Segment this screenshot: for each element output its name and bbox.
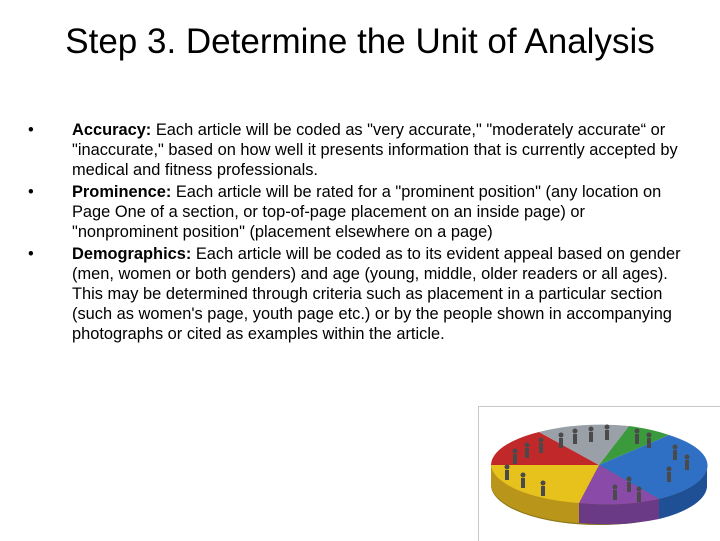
bullet-text: Each article will be coded as to its evident appeal based on gender (men, women or both genders) and age (young, middle, older readers or all ages). This may be determined through criteria such as placement in a particular section (such as women's page, youth page etc.) or by the people shown in accompanying photographs or cited as examples within the article.	[72, 245, 681, 343]
people-pie-chart-image	[478, 406, 720, 541]
bullet-marker: •	[28, 245, 34, 263]
bullet-text: Each article will be rated for a "prominent position" (any location on Page One of a section, or top-of-page placement on an inside page) or "nonprominent position" (placement elsewhere on a page)	[72, 183, 662, 241]
bullet-marker: •	[28, 121, 34, 139]
slide-title: Step 3. Determine the Unit of Analysis	[65, 22, 655, 61]
bullet-list	[22, 120, 692, 346]
bullet-text: Each article will be coded as "very accurate," "moderately accurate“ or "inaccurate," based on how well it presents information that is currently accepted by medical and fitness professionals.	[72, 121, 678, 179]
bullet-marker: •	[28, 183, 34, 201]
bullet-term: Accuracy:	[72, 121, 152, 139]
people-pie-chart-icon	[479, 407, 720, 541]
bullet-term: Prominence:	[72, 183, 172, 201]
bullet-prominence	[22, 182, 692, 242]
bullet-demographics	[22, 244, 692, 344]
bullet-accuracy	[22, 120, 692, 180]
bullet-term: Demographics:	[72, 245, 192, 263]
